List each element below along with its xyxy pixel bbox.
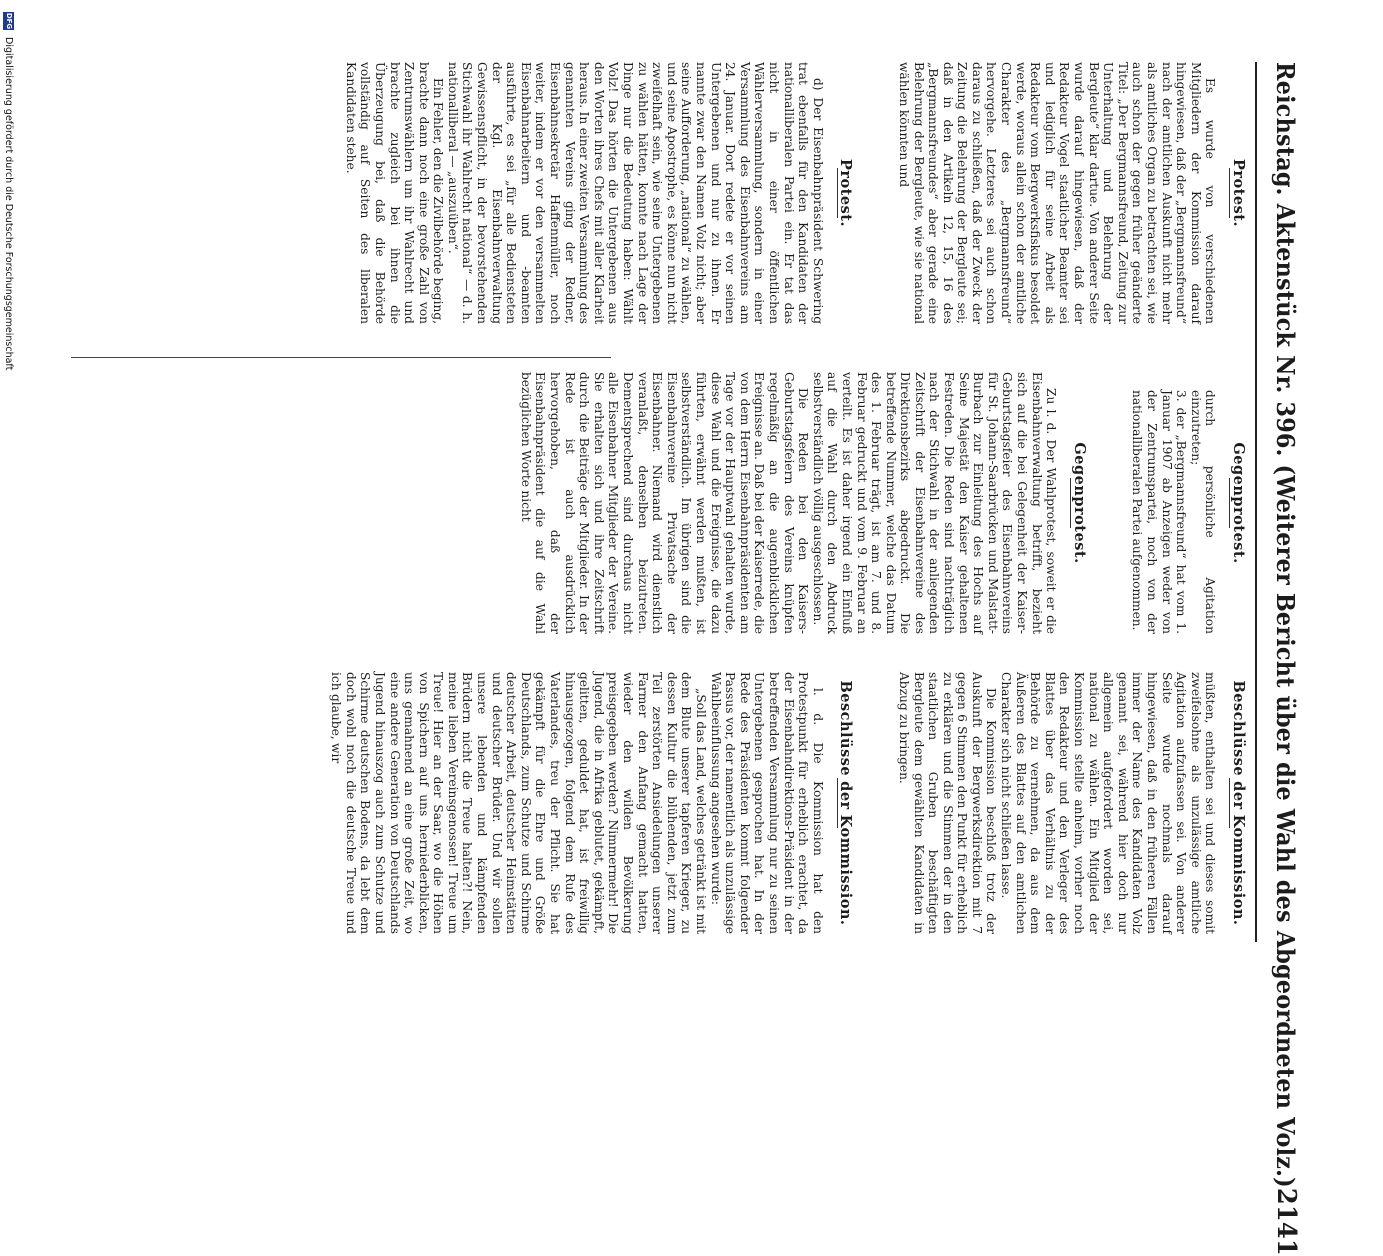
digitization-footer [0, 0, 18, 1000]
column-beschluesse [95, 672, 1245, 934]
paragraph: durch persönliche Agitation einzutreten; [1188, 390, 1218, 634]
paragraph: Es wurde von verschiedenen Mitgliedern der Kommission darauf hingewiesen, daß der „Bergmannsfreund“ nach der amtlichen Auskunft nicht mehr als amtliches Organ zu betrachten sei, wie auch schon der gegen früher geänderte Titel: „Der Bergmannsfreund, Zeitung zur Unterhaltung und Belehrung der Bergleute“ klar dartue. Von anderer Seite wurde darauf hingewiesen, daß der Redakteur Vogel staatlicher Beamter sei und lediglich für seine Arbeit als Redakteur vom Bergwerksfiskus besoldet werde, woraus allein schon der amtliche Charakter des „Bergmannsfreund“ hervorgehe. Letzteres sei auch schon daraus zu schließen, daß der Zweck der Zeitung die Belehrung der Bergleute sei; daß in den Artikeln 12, 15, 16 des „Bergmannsfreundes“ aber gerade eine Belehrung der Bergleute, wie sie national wählen könnten und [896, 62, 1218, 324]
paragraph: „Soll das Land, welches getränkt ist mit dem Blute unserer tapferen Krieger, zu dessen Kultur die blühenden, jetzt zum Teil zerstörten Ansiedelungen unserer Farmer den Anfang gemacht hatten, wieder den wilden Bevölkerung preisgegeben werden? Nimmermehr! Die Jugend, die in Afrika geblutet, gekämpft, gelitten, geduldet hat, ist freiwillig hinausgezogen, folgend dem Rufe des Vaterlandes, treu der Pflicht. Sie hat gekämpft für die Ehre und Größe Deutschlands, zum Schutze und Schirme deutscher Arbeit, deutscher Heimstätten und deutscher Brüder. Und wir sollen unsere lebenden und kämpfenden Brüdern nicht die Treue halten?! Nein, meine lieben Vereinsgenossen! Treue um Treue! Hier an der Saar, wo die Höhen von Spichern auf uns herniederblicken, uns gemahnend an eine große Zeit, wo eine andere Generation von Deutschlands Jugend hinauszog auch zum Schutze und Schirme deutschen Bodens, da lebt dem doch wohl noch die deutsche Treue und ich glaube, wir [329, 672, 708, 934]
page-number: 2141 [1271, 1187, 1301, 1256]
column-separator [71, 357, 611, 358]
header-rule [1255, 62, 1257, 942]
enumerated-item: 3. der „Bergmannsfreund“ hat vom 1. Januar 1907 ab Anzeigen weder von der Zentrumspartei, noch von der nationalliberalen Partei aufgenommen. [1130, 390, 1189, 634]
paragraph: l. d. Die Kommission hat den Protestpunkt für erheblich erachtet, da der Eisenbahndirektions-Präsident in der betreffenden Versammlung nur zu seinen Untergebenen gesprochen hat. In der Rede des Präsidenten kommt folgender Passus vor, der namentlich als unzulässige Wahlbeeinflussung angesehen wurde: [708, 672, 825, 934]
paragraph: Die Kommission beschloß trotz der Auskunft der Bergwerksdirektion mit 7 gegen 6 Stimmen den Punkt für erheblich zu erklären und die Stimmen der in den staatlichen Gruben beschäftigten Bergleute dem gewählten Kandidaten in Abzug zu bringen. [896, 672, 999, 934]
section-title-gegenprotest: Gegenprotest. [1070, 442, 1088, 564]
paragraph: Die Reden bei den Kaisers-Geburtstagsfeiern des Vereins knüpfen regelmäßig an die augenblicklichen Ereignisse an. Daß bei der Kaiserrede, die von dem Herrn Eisenbahnpräsidenten am Tage vor der Hauptwahl gehalten wurde, diese Wahl und die Ereignisse, die dazu führten, erwähnt werden mußten, ist selbstverständlich. Im übrigen sind die Eisenbahnvereine Privatsache der Eisenbahner. Niemand wird dienstlich veranlaßt, denselben beizutreten. Dementsprechend sind durchaus nicht alle Eisenbahner Mitglieder der Vereine. Sie erhalten sich und ihre Zeitschrift durch die Beiträge der Mitglieder. In der Rede ist auch ausdrücklich hervorgehoben, daß der Eisenbahnpräsident die auf die Wahl bezüglichen Worte nicht [518, 372, 811, 634]
paragraph: Zu l. d. Der Wahlprotest, soweit er die Eisenbahnverwaltung betrifft, bezieht sich auf die bei Gelegenheit der Kaiser-Geburtstagsfeier des Eisenbahnvereins für St. Johann-Saarbrücken und Malstatt-Burbach zur Einleitung des Hochs auf Seine Majestät den Kaiser gehaltenen Festreden. Die Reden sind nachträglich nach der Stichwahl in der anliegenden Zeitschrift der Eisenbahnvereine des Direktionsbezirks abgedruckt. Die betreffende Nummer, welche das Datum des 1. Februar trägt, ist am 7. und 8. Februar gedruckt und vom 9. Februar an verteilt. Es ist daher irgend ein Einfluß auf die Wahl durch den Abdruck selbstverständlich völlig ausgeschlossen. [810, 372, 1059, 634]
section-title-protest: Protest. [1230, 158, 1247, 228]
section-title-protest: Protest. [837, 158, 855, 228]
paragraph: d) Der Eisenbahnpräsident Schwering trat ebenfalls für den Kandidaten der nationalliberalen Partei ein. Er tat das nicht in einer öffentlichen Wählerversammlung, sondern in einer Versammlung des Eisenbahnvereins am 24. Januar. Dort redete er vor seinen Untergebenen und nur zu ihnen. Er nannte zwar den Namen Volz nicht; aber seine Aufforderung, „national“ zu wählen, und seine Apostrophe, es könne nun nicht zweifelhaft sein, wie seine Untergebenen zu wählen hätten, konnte nach Lage der Dinge nur die Bedeutung haben: Wählt Volz! Das hörten die Untergebenen aus den Worten ihres Chefs mit aller Klarheit heraus. In einer zweiten Versammlung des genannten Vereins ging der Redner, Eisenbahnsekretär Haffenmüller, noch weiter, indem er vor den versammelten Eisenbahnarbeitern und -beamten ausführte, es sei „für alle Bediensteten der Kgl. Eisenbahnverwaltung Gewissenspflicht, in der bevorstehenden Stichwahl ihr Wahlrecht national“ — d. h. nationalliberal — „auszuüben“. [445, 62, 825, 324]
paragraph: Ein Fehler, den die Zivilbehörde beging, brachte dann noch eine große Zahl von Zentrumswählern um ihr Wahlrecht und brachte zugleich bei ihnen die Überzeugung bei, daß die Behörde vollständig auf Seiten des liberalen Kandidaten stehe. [343, 62, 446, 324]
digitization-credit: Digitalisierung gefördert durch die Deutsche Forschungsgemeinschaft [3, 37, 14, 371]
column-gegenprotest [95, 372, 1245, 634]
document-page [71, 62, 1311, 1256]
running-header [1261, 62, 1311, 1256]
paragraph: müßten, enthalten sei und dieses somit zweifelsohne als unzulässige amtliche Agitation aufzufassen sei. Von anderer Seite wurde nochmals darauf hingewiesen, daß in den früheren Fällen immer der Name des Kandidaten Volz genannt sei, während hier doch nur allgemein aufgefordert worden sei, national zu wählen. Ein Mitglied der Kommission stellte anheim, vorher noch den Redakteur und den Verleger des Blattes über das Verhältnis zu der Behörde zu vernehmen, da aus dem Äußeren des Blattes auf den amtlichen Charakter sich nicht schließen lasse. [999, 672, 1218, 934]
section-title-beschluesse: Beschlüsse der Kommission. [1230, 680, 1247, 926]
column-protest [95, 62, 1245, 324]
dfg-logo: DFG [5, 12, 13, 30]
section-title-gegenprotest: Gegenprotest. [1230, 442, 1247, 564]
section-title-beschluesse: Beschlüsse der Kommission. [837, 680, 855, 926]
running-title: Reichstag. Aktenstück Nr. 396. (Weiterer Bericht über die Wahl des Abgeordneten Volz.) [1271, 62, 1301, 1188]
